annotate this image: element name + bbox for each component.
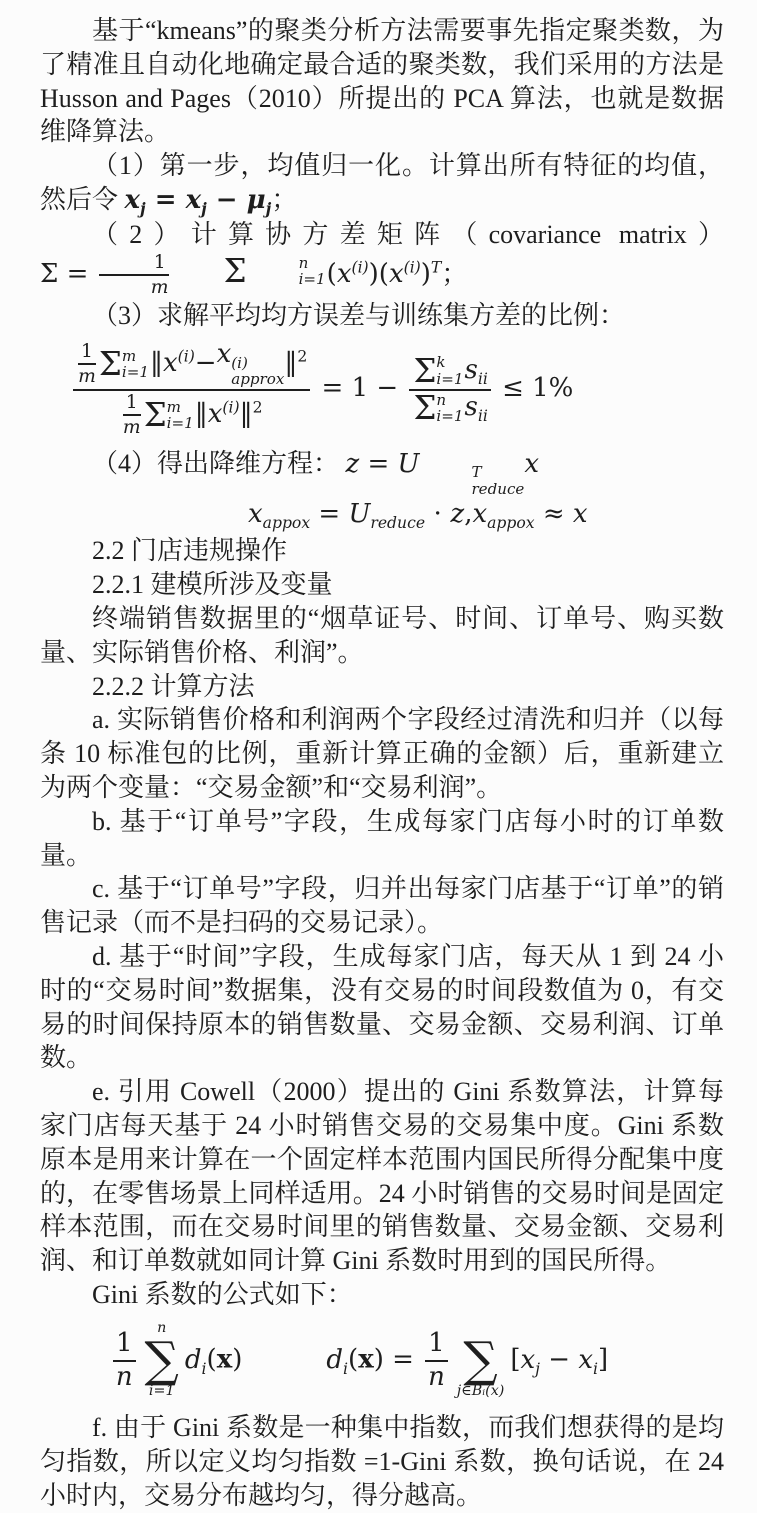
heading-2-2: 2.2 门店违规操作 xyxy=(92,536,288,566)
formula-covariance: Σ = $\frac{1}{m}$ Σ n i=1 $(x^{(i)})(x^{(i)})^T$ xyxy=(40,251,442,299)
paragraph-gini-intro: Gini 系数的公式如下： xyxy=(92,1280,353,1309)
paragraph-variables: 终端销售数据里的“烟草证号、时间、订单号、购买数量、实际销售价格、利润”。 xyxy=(40,604,724,667)
paragraph-item-d: d. 基于“时间”字段，生成每家门店，每天从 1 到 24 小时的“交易时间”数据集，没有交易的时间段数值为 0，有交易的时间保持原本的销售数量、交易金额、交易利润、订单数。 xyxy=(40,942,724,1073)
paragraph-step2 xyxy=(40,218,724,299)
step2-suffix: ； xyxy=(441,259,468,289)
paragraph-intro: 基于“kmeans”的聚类分析方法需要事先指定聚类数，为了精准且自动化地确定最合适的聚类数，我们采用的方法是 Husson and Pages（2010）所提出的 PCA 算法，也就是数据维降算法。 xyxy=(40,16,724,147)
step2-text: （2）计算协方差矩阵（covariance matrix） xyxy=(92,219,724,249)
paragraph-step1 xyxy=(40,149,724,218)
formula-reduce-equation: z = U T reduce x xyxy=(345,448,540,498)
formula-gini-total: $\frac{1}{n}$ n ∑ i=1 $d_i(x)$ xyxy=(110,1320,242,1401)
formula-approx-equation: $x_{appox} = U_{reduce} \cdot z,x_{appox} \approx x$ xyxy=(248,499,588,533)
step1-suffix: ； xyxy=(271,184,298,214)
formula-variance-ratio: $\frac{1}{m}$ Σ m i=1 ‖ $x^{(i)}$ − x (i) approx ‖$^2$ $\frac{1}{m}$ Σ m i=1 ‖ $x^{(i)}$ ‖$^2$ = 1 − Σ k i=1 $s_{ii}$ Σ n i=1 $s_{ii}$ ≤ 1% xyxy=(70,340,724,438)
paragraph-item-a: a. 实际销售价格和利润两个字段经过清洗和归并（以每条 10 标准包的比例，重新计算正确的金额）后，重新建立为两个变量：“交易金额”和“交易利润”。 xyxy=(40,705,724,803)
step4-text: （4）得出降维方程： xyxy=(92,448,346,478)
heading-2-2-2: 2.2.2 计算方法 xyxy=(92,671,255,701)
paragraph-step3: （3）求解平均均方误差与训练集方差的比例： xyxy=(92,300,626,330)
paragraph-item-e: e. 引用 Cowell（2000）提出的 Gini 系数算法，计算每家门店每天基于 24 小时销售交易的交易集中度。Gini 系数原本是用来计算在一个固定样本范围内国民所得分配集中度的，在零售场景上同样适用。24 小时销售的交易时间是固定样本范围，而在交易时间里的销售数量、交易金额、交易利润、和订单数就如同计算 Gini 系数时用到的国民所得。 xyxy=(40,1077,724,1276)
paragraph-item-c: c. 基于“订单号”字段，归并出每家门店基于“订单”的销售记录（而不是扫码的交易记录）。 xyxy=(40,874,724,938)
step1-text: （1）第一步，均值归一化。计算出所有特征的均值，然后令 xyxy=(40,151,724,214)
formula-gini-di: $d_i(x)$ = $\frac{1}{n}$ ∑ j∈Bᵢ(x) $[x_j - x_i]$ xyxy=(326,1327,609,1400)
heading-2-2-1: 2.2.1 建模所涉及变量 xyxy=(92,570,333,600)
formula-mean-normalization: $x_j = x_j - \mu_j$ xyxy=(124,184,272,219)
paragraph-step4 xyxy=(40,447,724,497)
paragraph-item-f: f. 由于 Gini 系数是一种集中指数，而我们想获得的是均匀指数，所以定义均匀指数 =1-Gini 系数，换句话说，在 24 小时内，交易分布越均匀，得分越高。 xyxy=(40,1413,724,1510)
gini-formula-row xyxy=(110,1320,724,1401)
paragraph-item-b: b. 基于“订单号”字段，生成每家门店每小时的订单数量。 xyxy=(40,806,724,870)
